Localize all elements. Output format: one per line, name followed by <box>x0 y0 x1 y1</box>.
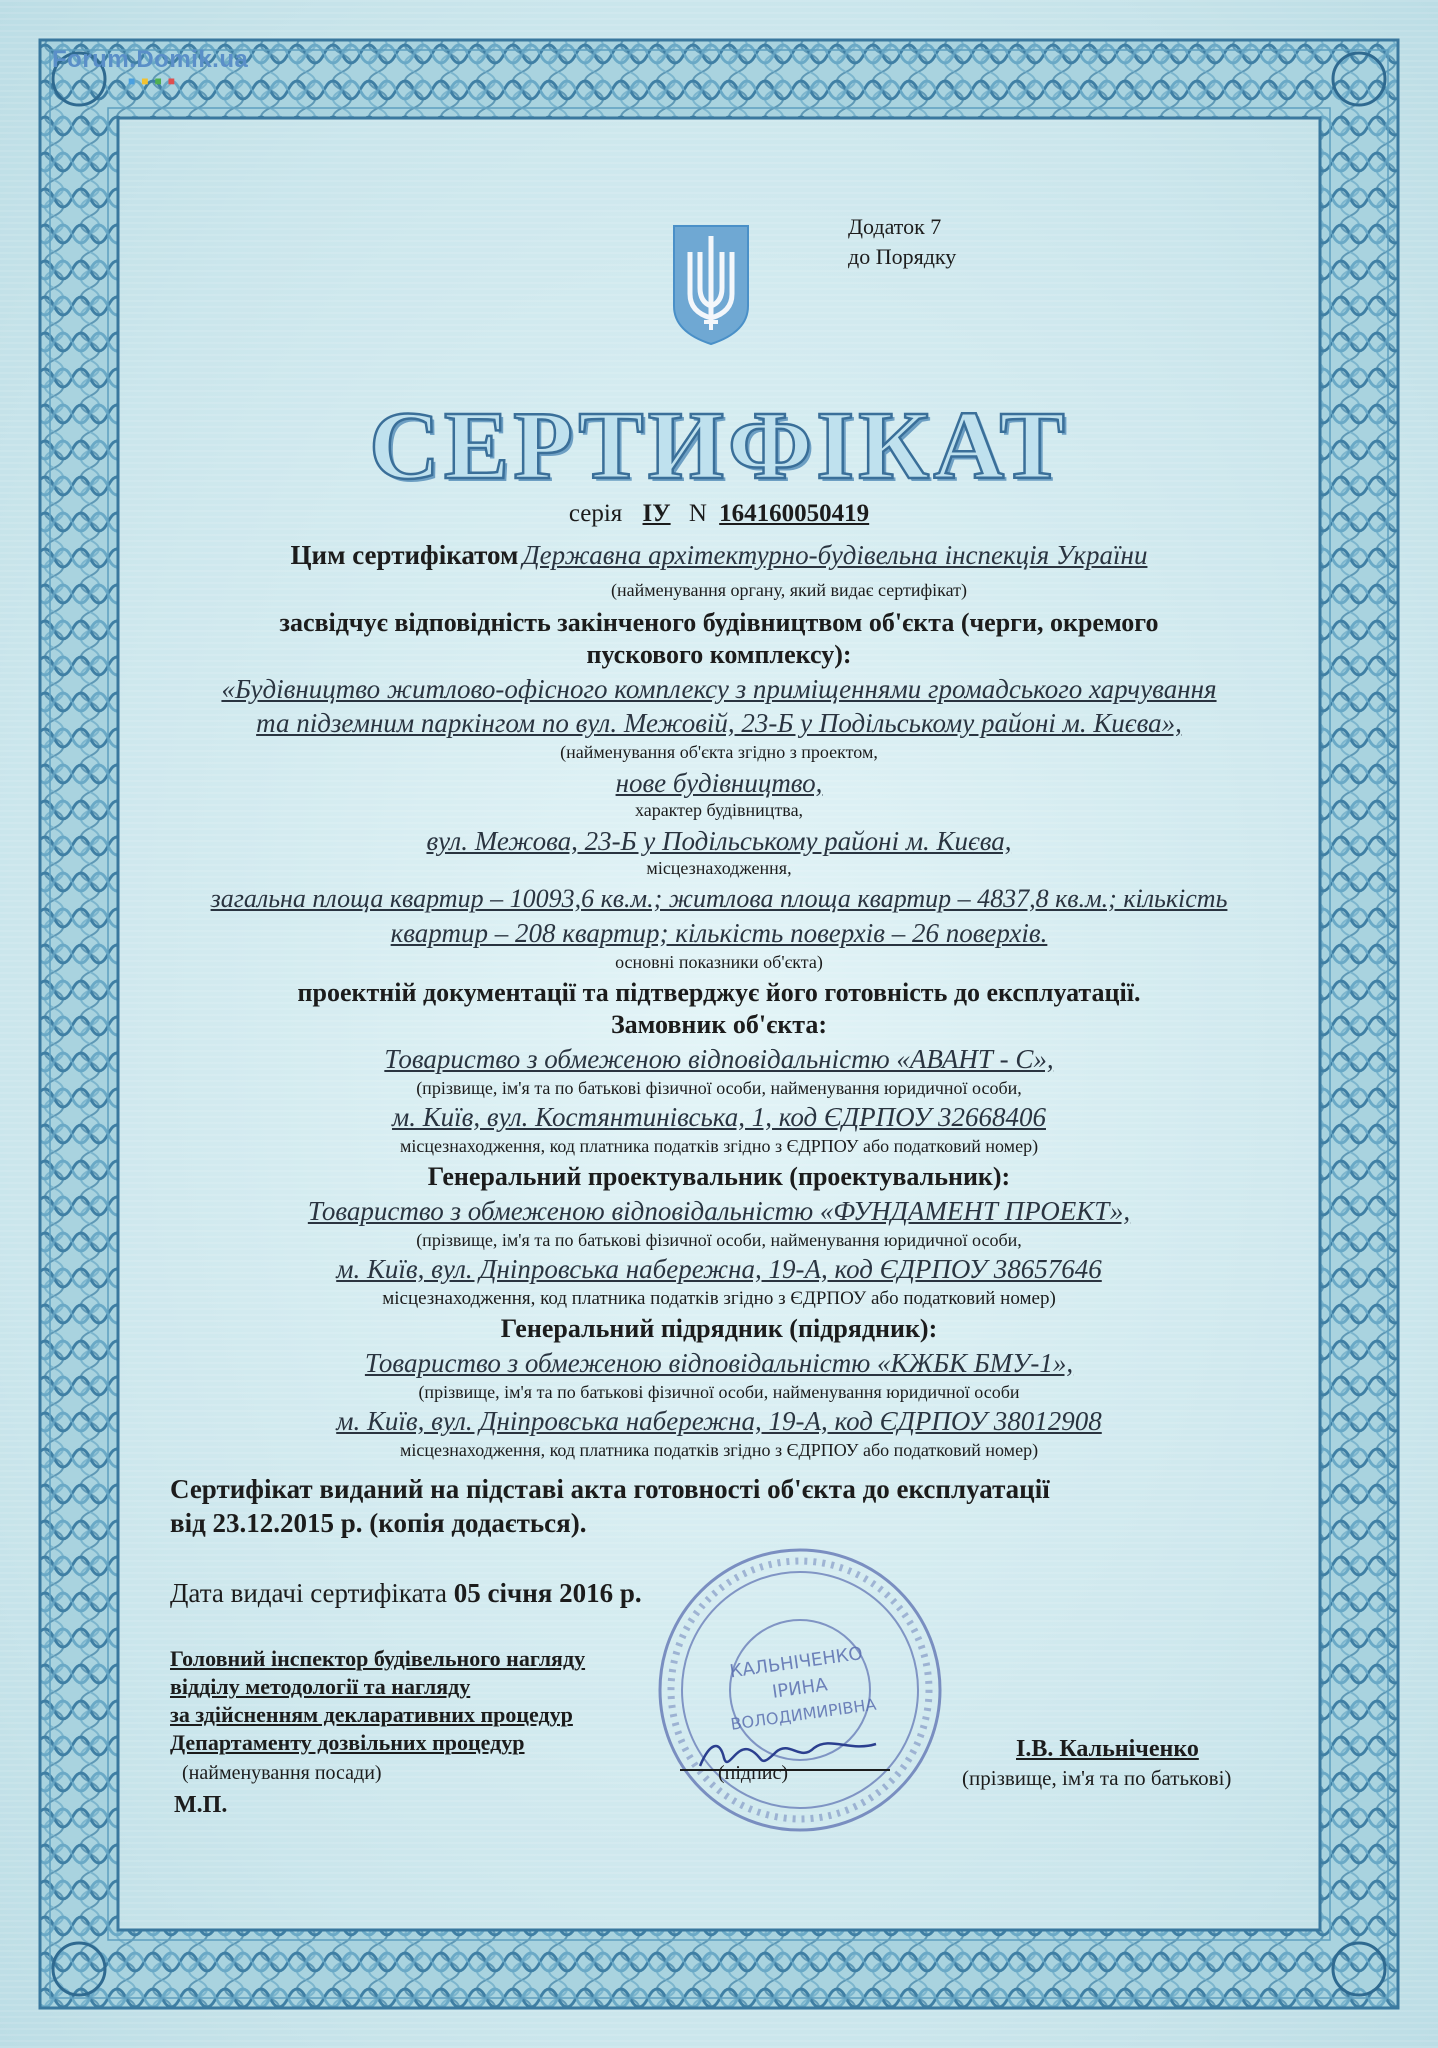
annex-line-1: Додаток 7 <box>848 214 942 239</box>
construction-type-note: характер будівництва, <box>634 800 804 820</box>
issue-date-value: 05 січня 2016 р. <box>453 1578 642 1608</box>
series-line <box>0 500 1438 528</box>
signature-note: (підпис) <box>718 1762 789 1784</box>
certificate-title: СЕРТИФІКАТ <box>369 392 1069 500</box>
issuer-name: Державна архітектурно-будівельна інспекція України <box>522 540 1148 570</box>
contractor-address-note: місцезнаходження, код платника податків згідно з ЄДРПОУ або податковий номер) <box>399 1440 1039 1460</box>
series-label: серія <box>568 500 623 527</box>
official-stamp <box>650 1540 950 1840</box>
object-location-note: місцезнаходження, <box>646 858 792 878</box>
customer-heading: Замовник об'єкта: <box>610 1010 828 1039</box>
stamp-name-line-2: ІРИНА <box>770 1674 829 1703</box>
signatory-name: І.В. Кальніченко <box>1016 1736 1199 1762</box>
number-label: N <box>688 500 707 527</box>
position-line-1: Головний інспектор будівельного нагляду <box>170 1646 586 1671</box>
object-name-line-2: та підземним паркінгом по вул. Межовій, 23-Б у Подільському районі м. Києва», <box>256 708 1182 738</box>
position-line-2: відділу методології та нагляду <box>170 1674 471 1699</box>
designer-name: Товариство з обмеженою відповідальністю «ФУНДАМЕНТ ПРОЕКТ», <box>307 1196 1131 1226</box>
watermark-text: Forum.Domik.ua <box>52 46 249 73</box>
designer-address-note: місцезнаходження, код платника податків згідно з ЄДРПОУ або податковий номер) <box>382 1288 1056 1309</box>
object-location: вул. Межова, 23-Б у Подільському районі м. Києва, <box>426 826 1012 856</box>
seal-label: М.П. <box>174 1792 228 1818</box>
position-line-4: Департаменту дозвільних процедур <box>170 1730 525 1755</box>
position-line-3: за здійсненням декларативних процедур <box>170 1702 573 1727</box>
certifies-line-2: пускового комплексу): <box>586 640 852 669</box>
contractor-name: Товариство з обмеженою відповідальністю «КЖБК БМУ-1», <box>364 1348 1074 1378</box>
coat-of-arms-icon <box>670 222 752 348</box>
conformity-statement: проектній документації та підтверджує його готовність до експлуатації. <box>297 978 1141 1007</box>
issuer-line <box>0 540 1438 571</box>
issue-date-line <box>170 1578 642 1609</box>
annex-note <box>848 212 956 272</box>
stamp-name-line-1: КАЛЬНІЧЕНКО <box>728 1643 864 1683</box>
customer-address-note: місцезнаходження, код платника податків згідно з ЄДРПОУ або податковий номер) <box>399 1136 1039 1156</box>
object-name-note: (найменування об'єкта згідно з проектом, <box>560 742 878 762</box>
designer-heading: Генеральний проектувальник (проектувальник): <box>427 1162 1011 1191</box>
contractor-name-note: (прізвище, ім'я та по батькові фізичної особи, найменування юридичної особи <box>418 1382 1020 1402</box>
contractor-address: м. Київ, вул. Дніпровська набережна, 19-А, код ЄДРПОУ 38012908 <box>336 1406 1102 1436</box>
certificate-number: 164160050419 <box>719 500 870 527</box>
designer-name-note: (прізвище, ім'я та по батькові фізичної особи, найменування юридичної особи, <box>416 1230 1022 1250</box>
object-indicators-note: основні показники об'єкта) <box>615 952 823 972</box>
watermark-dots: ■■■■ <box>128 74 181 88</box>
basis-line-1: Сертифікат виданий на підставі акта готовності об'єкта до експлуатації <box>170 1474 1050 1504</box>
construction-type: нове будівництво, <box>615 768 823 798</box>
designer-address: м. Київ, вул. Дніпровська набережна, 19-А, код ЄДРПОУ 38657646 <box>336 1254 1102 1284</box>
contractor-heading: Генеральний підрядник (підрядник): <box>500 1314 938 1343</box>
object-name-line-1: «Будівництво житлово-офісного комплексу з приміщеннями громадського харчування <box>221 674 1217 704</box>
series-value: ІУ <box>642 500 671 527</box>
certifies-line-1: засвідчує відповідність закінченого будівництвом об'єкта (черги, окремого <box>279 608 1159 637</box>
issue-date-label: Дата видачі сертифіката <box>170 1578 448 1608</box>
annex-line-2: до Порядку <box>848 244 957 269</box>
customer-name-note: (прізвище, ім'я та по батькові фізичної особи, найменування юридичної особи, <box>416 1078 1022 1098</box>
basis-line-2: від 23.12.2015 р. (копія додається). <box>170 1508 587 1538</box>
issuer-lead: Цим сертифікатом <box>290 540 519 570</box>
customer-address: м. Київ, вул. Костянтинівська, 1, код ЄДРПОУ 32668406 <box>391 1102 1046 1132</box>
stamp-name-line-3: ВОЛОДИМИРІВНА <box>729 1694 878 1734</box>
position-note: (найменування посади) <box>182 1762 382 1784</box>
issuer-note: (найменування органу, який видає сертифікат) <box>610 580 968 600</box>
signatory-name-note: (прізвище, ім'я та по батькові) <box>962 1766 1232 1790</box>
object-indicators-line-1: загальна площа квартир – 10093,6 кв.м.; житлова площа квартир – 4837,8 кв.м.; кількість <box>210 884 1228 913</box>
object-indicators-line-2: квартир – 208 квартир; кількість поверхів – 26 поверхів. <box>390 918 1048 948</box>
customer-name: Товариство з обмеженою відповідальністю «АВАНТ - С», <box>384 1044 1054 1074</box>
